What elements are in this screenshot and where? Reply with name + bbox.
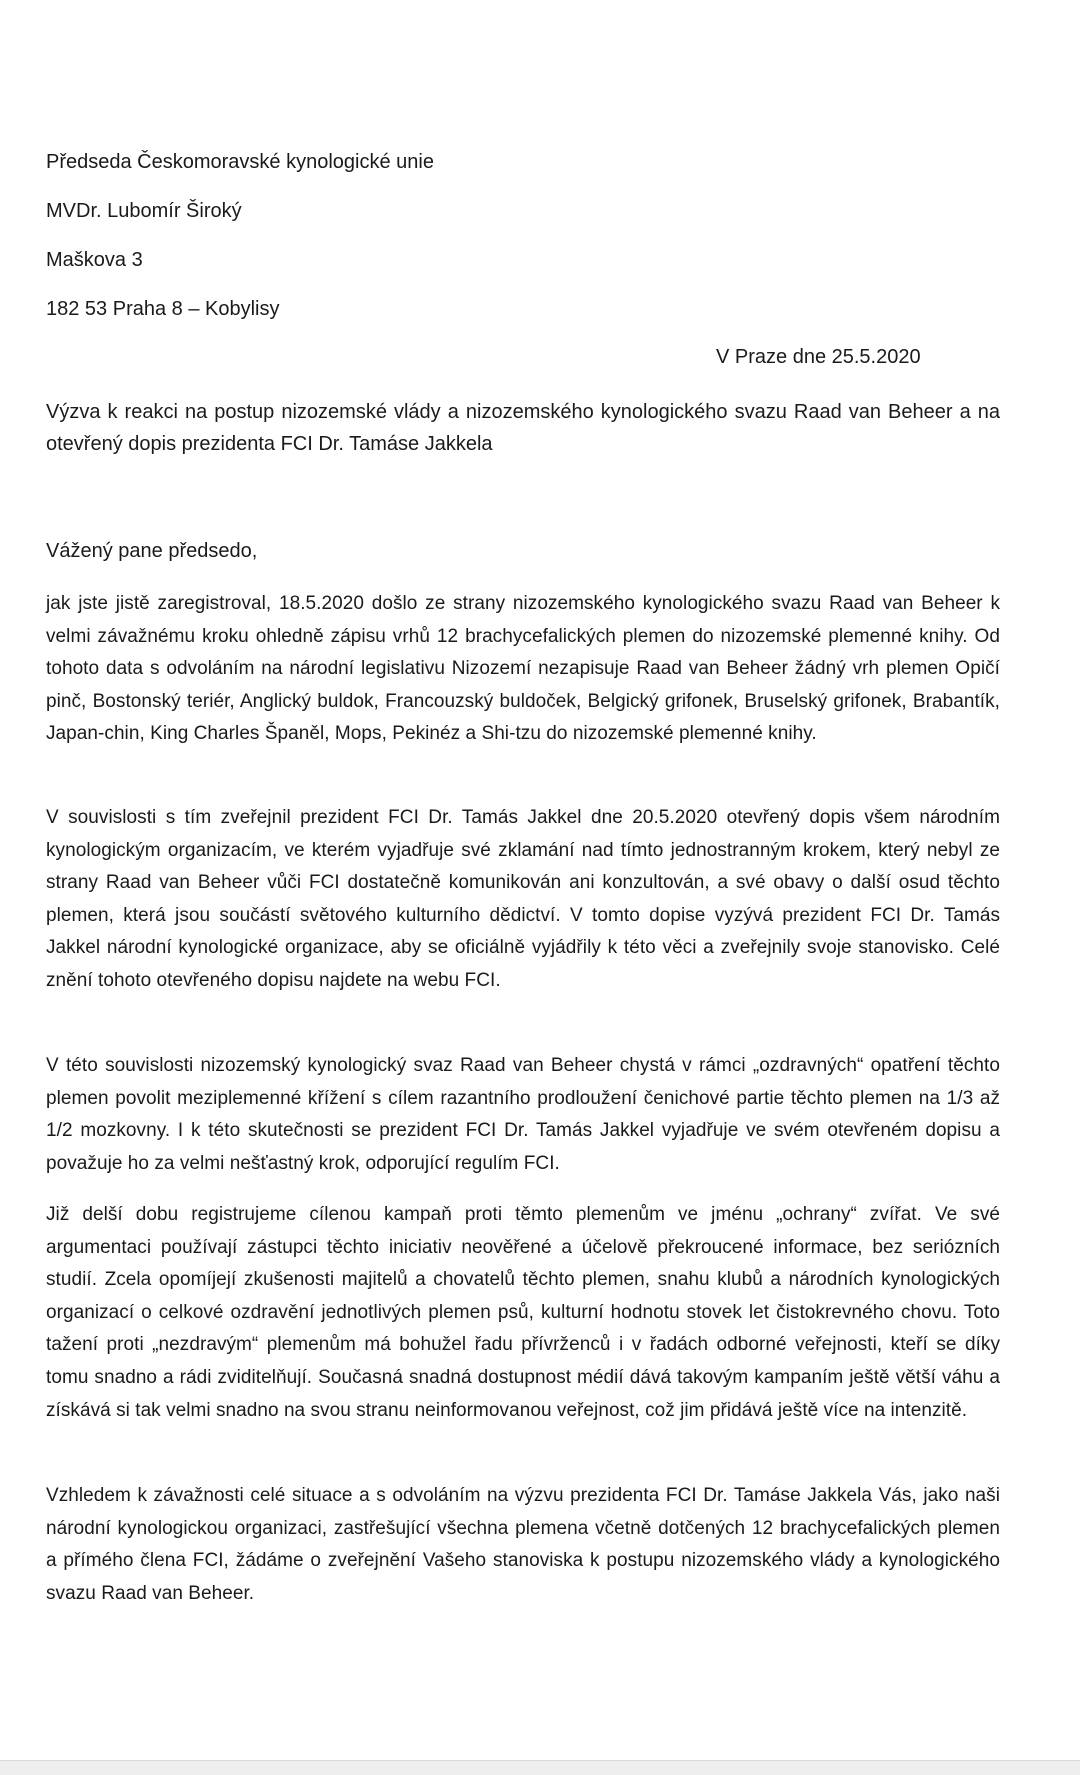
letter-subject: Výzva k reakci na postup nizozemské vlády a nizozemského kynologického svazu Raad van Beheer a na otevřený dopis prezidenta FCI Dr. Tamáse Jakkela [46,401,1000,455]
paragraph-5: Vzhledem k závažnosti celé situace a s odvoláním na výzvu prezidenta FCI Dr. Tamáse Jakkela Vás, jako naši národní kynologickou organizaci, zastřešující všechna plemena včetně dotčených 12 brachycefalických plemen a přímého člena FCI, žádáme o zveřejnění Vašeho stanoviska k postupu nizozemského vlády a kynologického svazu Raad van Beheer. [46,1485,1000,1604]
paragraph-4: Již delší dobu registrujeme cílenou kampaň proti těmto plemenům ve jménu „ochrany“ zvířat. Ve své argumentaci používají zástupci těchto iniciativ neověřené a účelově překroucené informace, bez seriózních studií. Zcela opomíjejí zkušenosti majitelů a chovatelů těchto plemen, snahu klubů a národních kynologických organizací o celkové ozdravění jednotlivých plemen psů, kulturní hodnotu stovek let čistokrevného chovu. Toto tažení proti „nezdravým“ plemenům má bohužel řadu přívrženců i v řadách odborné veřejnosti, kteří se díky tomu snadno a rádi zviditelňují. Současná snadná dostupnost médií dává takovým kampaním ještě větší váhu a získává si tak velmi snadno na svou stranu neinformovanou veřejnost, což jim přidává ještě více na intenzitě. [46,1204,1000,1421]
letter-salutation: Vážený pane předsedo, [46,540,258,562]
paragraph-3: V této souvislosti nizozemský kynologický svaz Raad van Beheer chystá v rámci „ozdravných“ opatření těchto plemen povolit meziplemenné křížení s cílem razantního prodloužení čenichové partie těchto plemen na 1/3 až 1/2 mozkovny. I k této skutečnosti se prezident FCI Dr. Tamás Jakkel vyjadřuje ve svém otevřeném dopisu a považuje ho za velmi nešťastný krok, odporující regulím FCI. [46,1055,1000,1174]
paragraph-2: V souvislosti s tím zveřejnil prezident FCI Dr. Tamás Jakkel dne 20.5.2020 otevřený dopis všem národním kynologickým organizacím, ve kterém vyjadřuje své zklamání nad tímto jednostranným krokem, který nebyl ze strany Raad van Beheer vůči FCI dostatečně komunikován ani konzultován, a své obavy o další osud těchto plemen, která jsou součástí světového kulturního dědictví. V tomto dopise vyzývá prezident FCI Dr. Tamás Jakkel národní kynologické organizace, aby se oficiálně vyjádřily k této věci a zveřejnily svoje stanovisko. Celé znění tohoto otevřeného dopisu najdete na webu FCI. [46,807,1000,991]
recipient-title: Předseda Českomoravské kynologické unie [46,151,434,173]
recipient-city: 182 53 Praha 8 – Kobylisy [46,298,280,320]
paragraph-1: jak jste jistě zaregistroval, 18.5.2020 došlo ze strany nizozemského kynologického svazu Raad van Beheer k velmi závažnému kroku ohledně zápisu vrhů 12 brachycefalických plemen do nizozemské plemenné knihy. Od tohoto data s odvoláním na národní legislativu Nizozemí nezapisuje Raad van Beheer žádný vrh plemen Opičí pinč, Bostonský teriér, Anglický buldok, Francouzský buldoček, Belgický grifonek, Bruselský grifonek, Brabantík, Japan-chin, King Charles Španěl, Mops, Pekinéz a Shi-tzu do nizozemské plemenné knihy. [46,593,1000,745]
letter-date: V Praze dne 25.5.2020 [716,346,921,368]
page-bottom-edge [0,1760,1080,1775]
recipient-name: MVDr. Lubomír Široký [46,200,242,222]
recipient-street: Maškova 3 [46,249,143,271]
